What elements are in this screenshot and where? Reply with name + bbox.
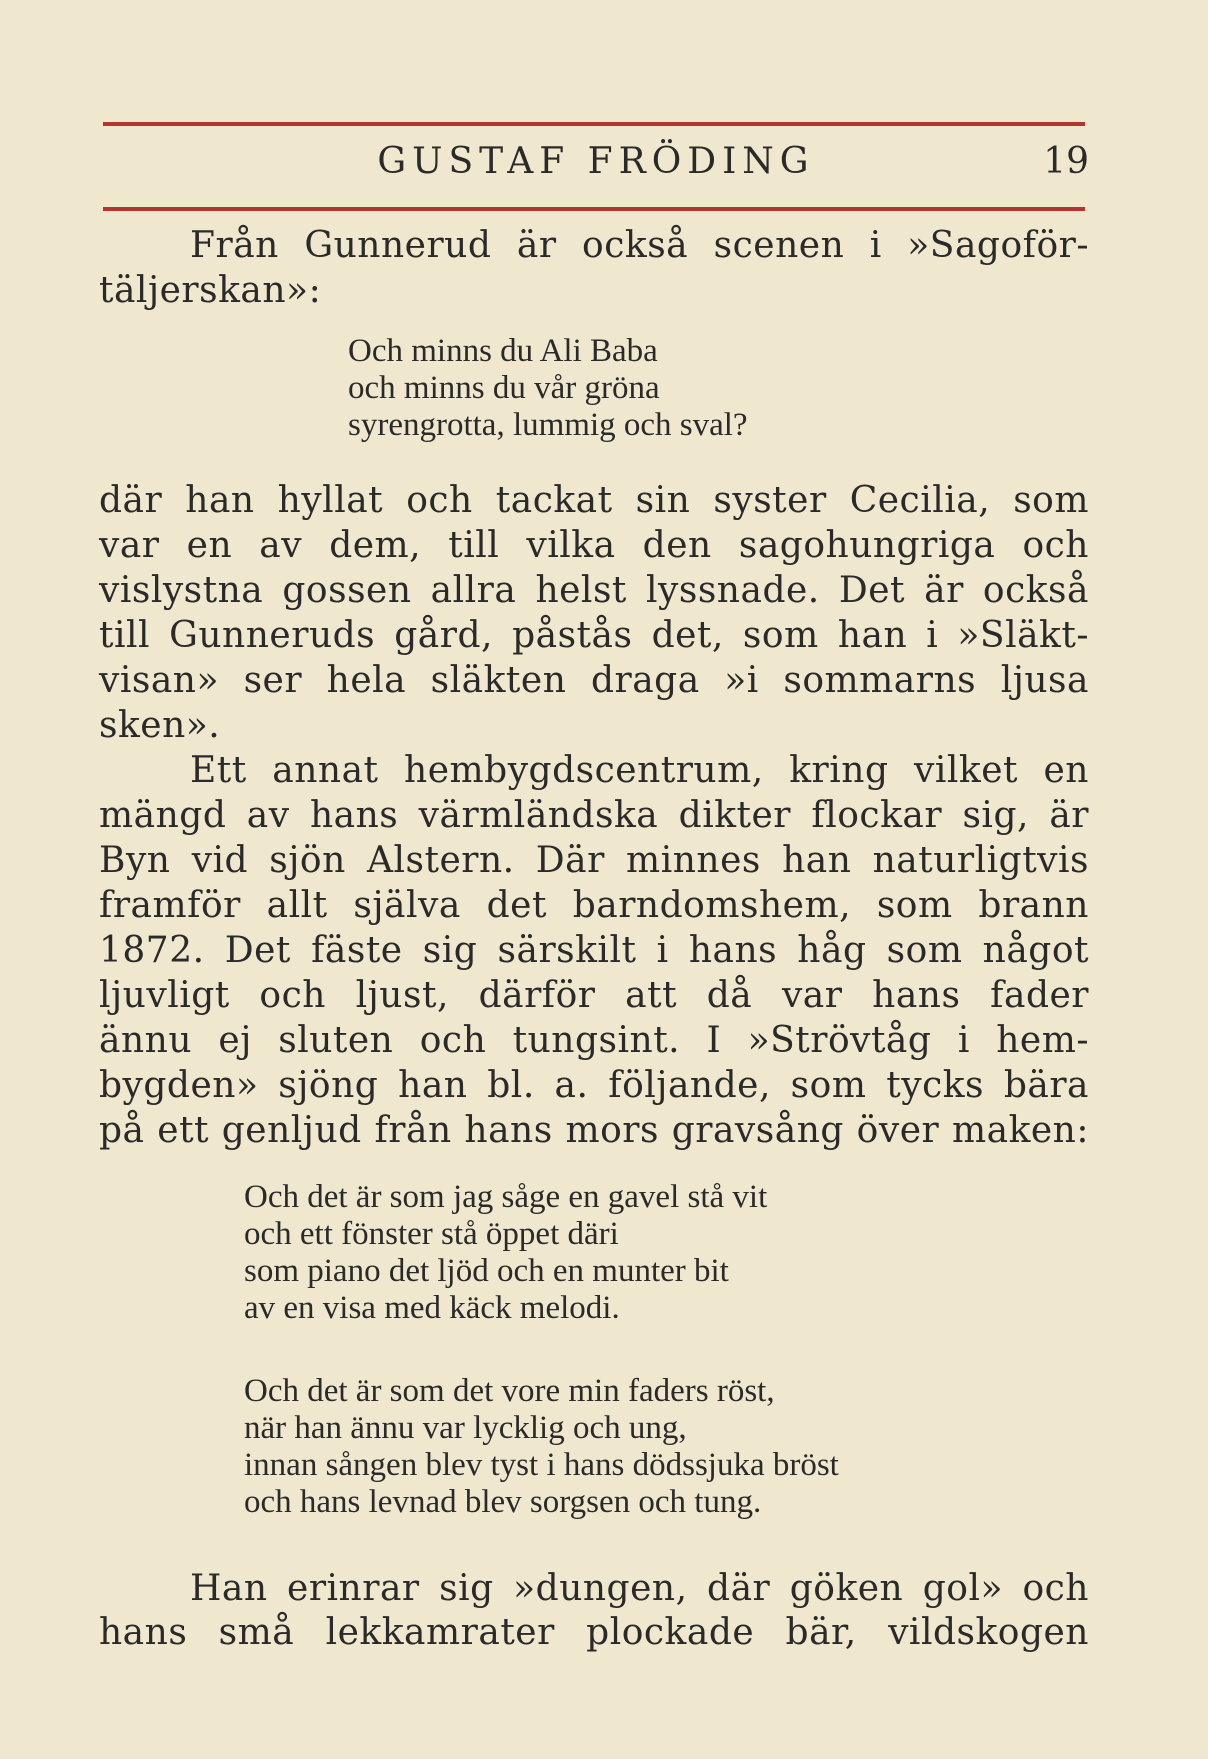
paragraph-line: till Gunneruds gård, påstås det, som han i »Släkt- bbox=[99, 615, 1089, 656]
verse-line: och hans levnad blev sorgsen och tung. bbox=[244, 1484, 762, 1520]
paragraph-line: sken». bbox=[99, 705, 221, 746]
paragraph-line: vislystna gossen allra helst lyssnade. Det är också bbox=[99, 570, 1089, 611]
paragraph-line: var en av dem, till vilka den sagohungriga och bbox=[99, 525, 1089, 566]
running-head-title: GUSTAF FRÖDING bbox=[377, 141, 815, 182]
header-rule-bottom bbox=[103, 207, 1085, 211]
paragraph-line: på ett genljud från hans mors gravsång över maken: bbox=[99, 1110, 1089, 1151]
paragraph-line: bygden» sjöng han bl. a. följande, som tycks bära bbox=[99, 1065, 1089, 1106]
verse-line: Och minns du Ali Baba bbox=[348, 333, 658, 369]
verse-line: och minns du vår gröna bbox=[348, 370, 660, 406]
paragraph-line: 1872. Det fäste sig särskilt i hans håg som något bbox=[99, 930, 1089, 971]
paragraph-line: ännu ej sluten och tungsint. I »Strövtåg i hem- bbox=[99, 1020, 1089, 1061]
paragraph-line: visan» ser hela släkten draga »i sommarns ljusa bbox=[99, 660, 1089, 701]
paragraph-line: där han hyllat och tackat sin syster Cecilia, som bbox=[99, 480, 1089, 521]
paragraph-line: hans små lekkamrater plockade bär, vildskogen bbox=[99, 1612, 1089, 1653]
paragraph-line: mängd av hans värmländska dikter flockar sig, är bbox=[99, 795, 1089, 836]
verse-line: syrengrotta, lummig och sval? bbox=[348, 407, 748, 443]
verse-line: Och det är som jag såge en gavel stå vit bbox=[244, 1179, 768, 1215]
verse-line: av en visa med käck melodi. bbox=[244, 1290, 620, 1326]
paragraph-line: framför allt själva det barndomshem, som brann bbox=[99, 885, 1089, 926]
paragraph-line: Byn vid sjön Alstern. Där minnes han naturligtvis bbox=[99, 840, 1089, 881]
verse-line: Och det är som det vore min faders röst, bbox=[244, 1373, 775, 1409]
paragraph-line: täljerskan»: bbox=[99, 270, 322, 311]
paragraph-line: Från Gunnerud är också scenen i »Sagoför- bbox=[190, 225, 1089, 266]
paragraph-line: Ett annat hembygdscentrum, kring vilket en bbox=[190, 750, 1089, 791]
verse-line: som piano det ljöd och en munter bit bbox=[244, 1253, 729, 1289]
page-number: 19 bbox=[1043, 141, 1089, 182]
verse-line: innan sången blev tyst i hans dödssjuka bröst bbox=[244, 1447, 839, 1483]
header-rule-top bbox=[103, 122, 1085, 126]
paragraph-line: ljuvligt och ljust, därför att då var hans fader bbox=[99, 975, 1089, 1016]
paragraph-line: Han erinrar sig »dungen, där göken gol» och bbox=[190, 1568, 1089, 1609]
verse-line: när han ännu var lycklig och ung, bbox=[244, 1410, 687, 1446]
verse-line: och ett fönster stå öppet däri bbox=[244, 1216, 619, 1252]
